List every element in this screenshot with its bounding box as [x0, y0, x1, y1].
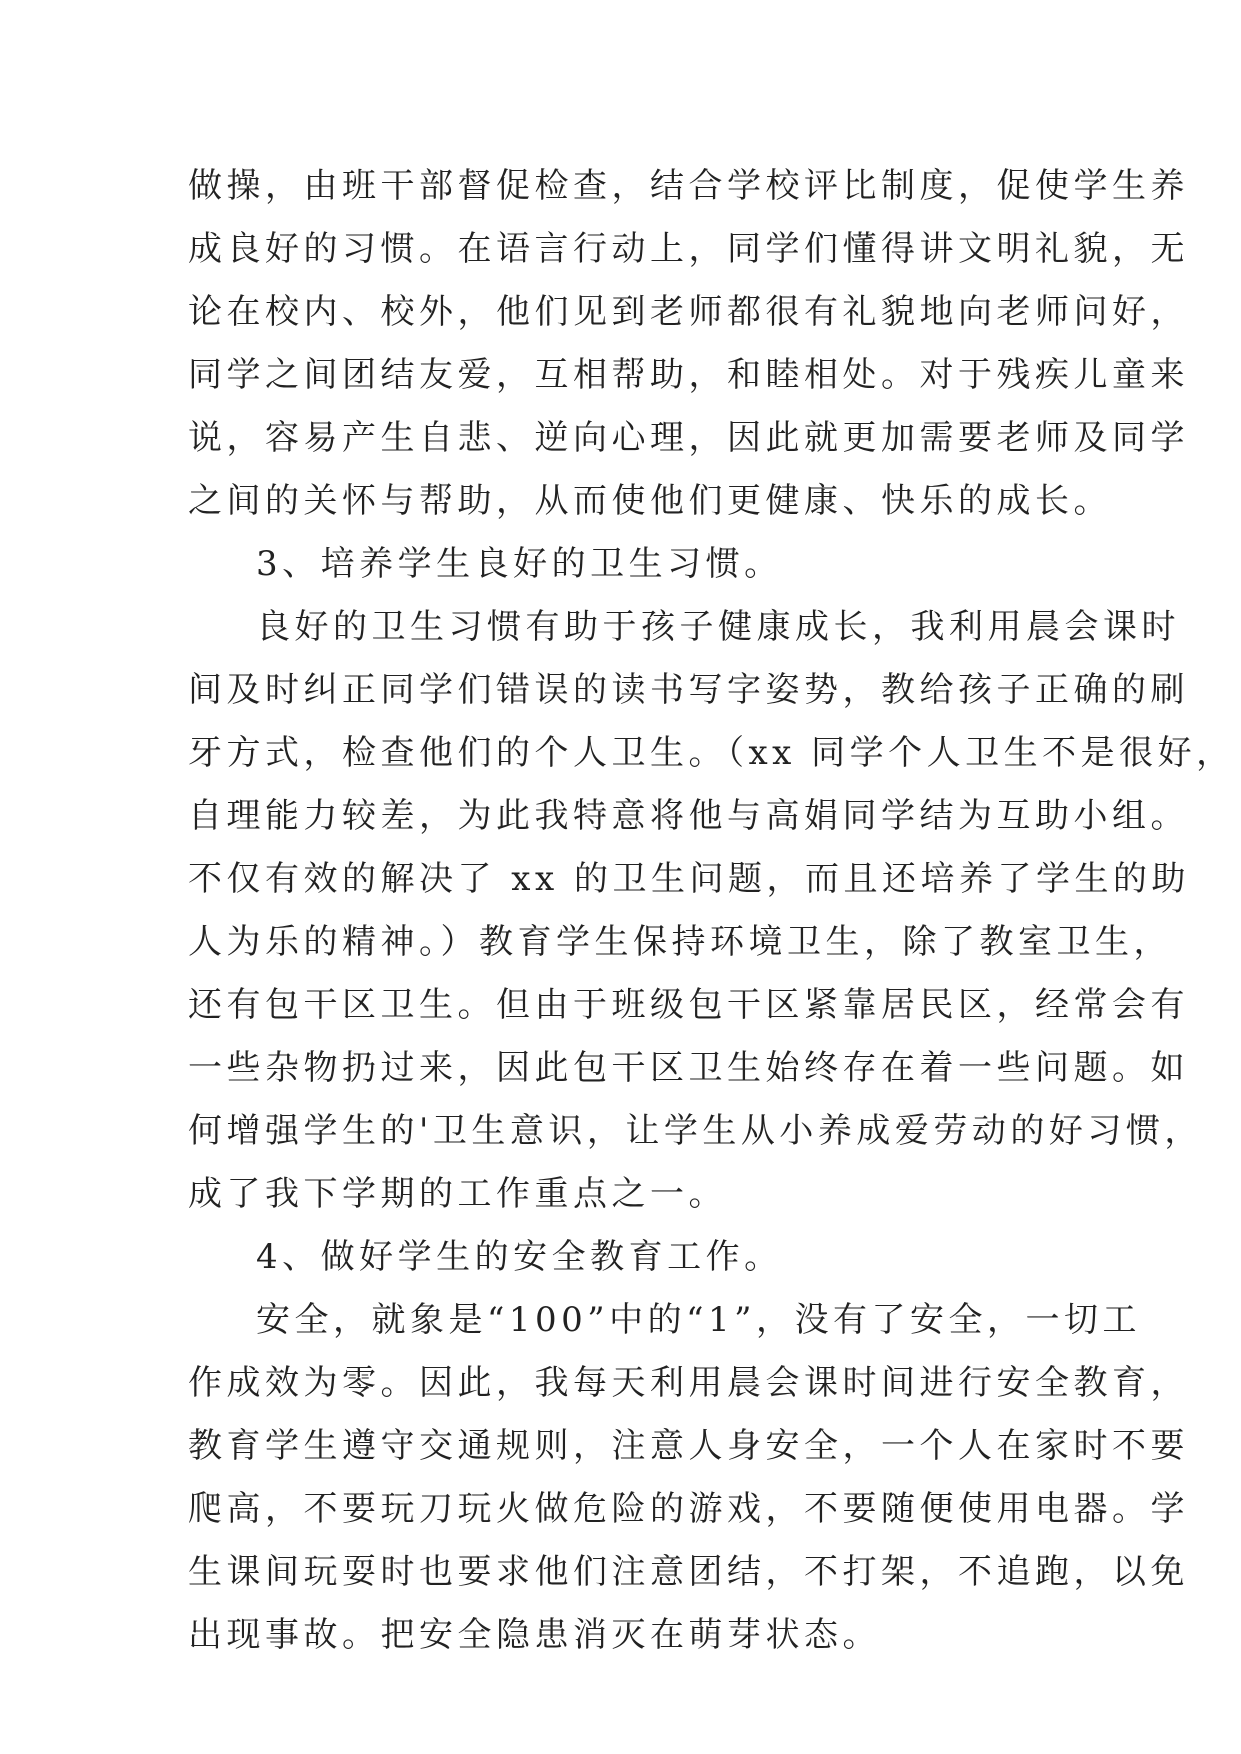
text-line: 之间的关怀与帮助，从而使他们更健康、快乐的成长。 [188, 481, 1112, 521]
section-heading: 4、做好学生的安全教育工作。 [256, 1237, 783, 1277]
text-line: 一些杂物扔过来，因此包干区卫生始终存在着一些问题。如 [188, 1048, 1189, 1088]
text-line: 不仅有效的解决了 xx 的卫生问题，而且还培养了学生的助 [188, 859, 1190, 899]
text-line: 成良好的习惯。在语言行动上，同学们懂得讲文明礼貌，无 [188, 229, 1189, 269]
text-line: 生课间玩耍时也要求他们注意团结，不打架，不追跑，以免 [188, 1552, 1189, 1592]
text-line: 人为乐的精神。）教育学生保持环境卫生，除了教室卫生， [188, 922, 1172, 962]
text-line: 成了我下学期的工作重点之一。 [188, 1174, 727, 1214]
text-line: 作成效为零。因此，我每天利用晨会课时间进行安全教育， [188, 1363, 1189, 1403]
text-line: 爬高，不要玩刀玩火做危险的游戏，不要随便使用电器。学 [188, 1489, 1189, 1529]
text-line: 何增强学生的'卫生意识，让学生从小养成爱劳动的好习惯， [188, 1111, 1203, 1151]
paragraph-first-line: 良好的卫生习惯有助于孩子健康成长，我利用晨会课时 [256, 607, 1180, 647]
text-line: 出现事故。把安全隐患消灭在萌芽状态。 [188, 1615, 881, 1655]
text-line: 自理能力较差，为此我特意将他与高娟同学结为互助小组。 [188, 796, 1189, 836]
text-line: 同学之间团结友爱，互相帮助，和睦相处。对于残疾儿童来 [188, 355, 1189, 395]
paragraph-first-line: 安全，就象是“100”中的“1”，没有了安全，一切工 [256, 1300, 1142, 1340]
text-line: 做操，由班干部督促检查，结合学校评比制度，促使学生养 [188, 166, 1189, 206]
text-line: 间及时纠正同学们错误的读书写字姿势，教给孩子正确的刷 [188, 670, 1189, 710]
text-line: 还有包干区卫生。但由于班级包干区紧靠居民区，经常会有 [188, 985, 1189, 1025]
text-line: 论在校内、校外，他们见到老师都很有礼貌地向老师问好， [188, 292, 1189, 332]
text-line: 说，容易产生自悲、逆向心理，因此就更加需要老师及同学 [188, 418, 1189, 458]
text-line: 牙方式，检查他们的个人卫生。（xx 同学个人卫生不是很好， [188, 733, 1235, 773]
document-body [188, 155, 1235, 1667]
text-line: 教育学生遵守交通规则，注意人身安全，一个人在家时不要 [188, 1426, 1189, 1466]
section-heading: 3、培养学生良好的卫生习惯。 [256, 544, 783, 584]
